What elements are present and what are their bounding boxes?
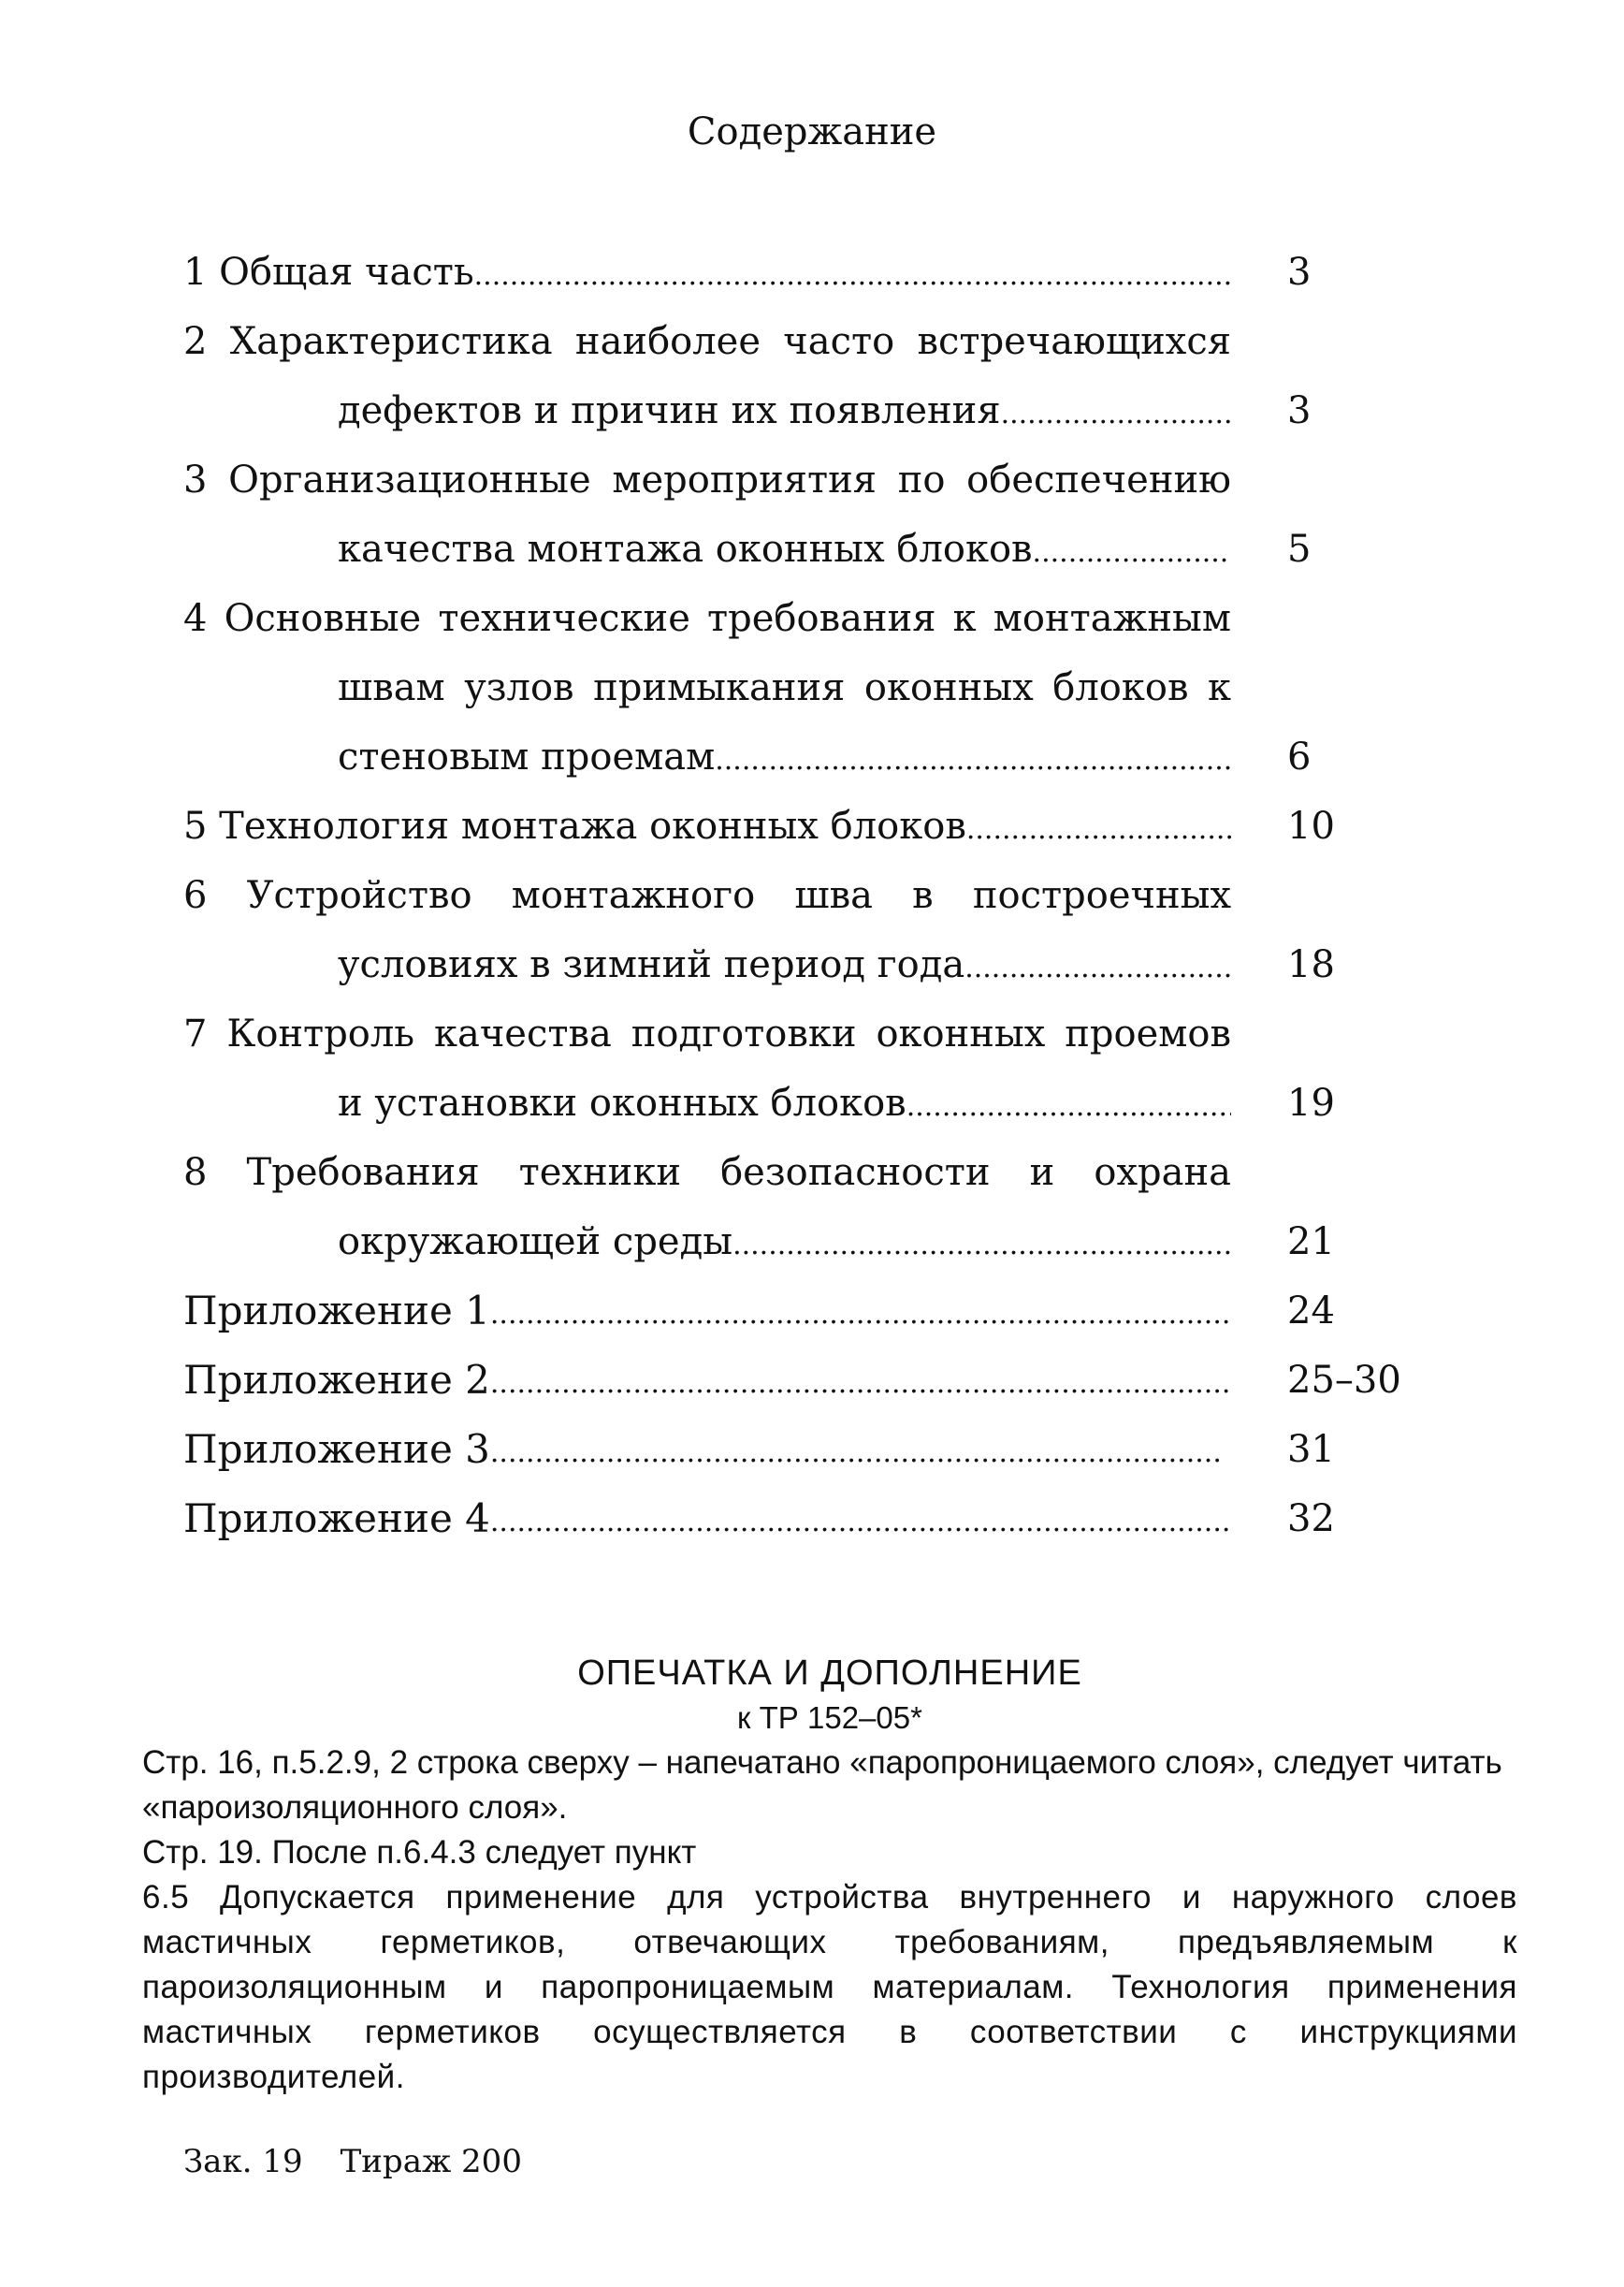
- toc-entry-text: качества монтажа оконных блоков: [338, 528, 1033, 571]
- toc-entry-text: швам узлов примыкания оконных блоков к: [338, 666, 1231, 709]
- toc-entry[interactable]: [183, 445, 1428, 584]
- toc-leader-dots: [715, 722, 1231, 795]
- toc-page-number: 10: [1287, 805, 1335, 848]
- toc-page-number: 24: [1287, 1289, 1335, 1333]
- toc-leader-dots: [474, 238, 1231, 311]
- toc-page-number: 3: [1287, 251, 1312, 294]
- toc-entry-appendix-4[interactable]: [183, 1484, 1428, 1553]
- toc-entry-text: 5 Технология монтажа оконных блоков: [183, 805, 966, 848]
- errata-paragraph: Стр. 19. После п.6.4.3 следует пункт: [142, 1834, 697, 1871]
- errata-paragraph: Стр. 16, п.5.2.9, 2 строка сверху – напечатано «паропроницаемого слоя», следует читать «пароизоляционного слоя».: [142, 1744, 1502, 1826]
- toc-entry-text: дефектов и причин их появления: [338, 389, 1001, 432]
- toc-entry[interactable]: [183, 1138, 1428, 1276]
- print-run: Тираж 200: [340, 2143, 522, 2180]
- toc-entry[interactable]: [183, 861, 1428, 999]
- toc-page-number: 18: [1287, 943, 1335, 986]
- order-number: Зак. 19: [183, 2143, 303, 2180]
- errata-section: [142, 1651, 1517, 2100]
- toc-entry-text: окружающей среды: [338, 1220, 733, 1263]
- toc-entry-text: стеновым проемам: [338, 736, 716, 779]
- toc-page-number: 21: [1287, 1220, 1335, 1263]
- toc-page-number: 19: [1287, 1082, 1335, 1125]
- toc-leader-dots: [1033, 515, 1231, 588]
- toc-entry-text: Приложение 1: [183, 1288, 490, 1333]
- table-of-contents: [183, 238, 1428, 1553]
- toc-entry-text: Приложение 2: [183, 1357, 490, 1403]
- toc-leader-dots: [490, 1276, 1231, 1349]
- toc-entry-text: 7 Контроль качества подготовки оконных проемов: [183, 1012, 1231, 1056]
- errata-paragraph: 6.5 Допускается применение для устройства внутреннего и наружного слоев мастичных герметиков, отвечающих требованиям, предъявляемым к пароизоляционным и паропроницаемым материалам. Технология применения мастичных герметиков осуществляется в соответствии с инструкциями производителей.: [142, 1879, 1517, 2095]
- toc-page-number: 5: [1287, 528, 1312, 571]
- page-title: Содержание: [687, 110, 937, 153]
- toc-leader-dots: [732, 1207, 1231, 1280]
- toc-leader-dots: [490, 1346, 1231, 1419]
- imprint-footer: [183, 2143, 559, 2180]
- errata-title: ОПЕЧАТКА И ДОПОЛНЕНИЕ: [577, 1653, 1082, 1693]
- errata-subtitle: к ТР 152–05*: [737, 1700, 922, 1735]
- toc-entry-appendix-1[interactable]: [183, 1276, 1428, 1346]
- toc-entry-text: и установки оконных блоков: [338, 1082, 906, 1125]
- toc-entry-text: 2 Характеристика наиболее часто встречающихся: [183, 320, 1231, 363]
- toc-entry-text: условиях в зимний период года: [338, 943, 965, 986]
- toc-page-number: 32: [1287, 1497, 1335, 1540]
- toc-entry-text: Приложение 3: [183, 1426, 490, 1472]
- toc-leader-dots: [490, 1484, 1231, 1557]
- toc-entry[interactable]: [183, 238, 1428, 307]
- toc-entry-appendix-2[interactable]: [183, 1346, 1428, 1415]
- toc-entry[interactable]: [183, 584, 1428, 792]
- toc-page-number: 25–30: [1287, 1359, 1401, 1402]
- toc-page-number: 6: [1287, 736, 1312, 779]
- toc-entry-text: 8 Требования техники безопасности и охрана: [183, 1151, 1231, 1194]
- toc-entry[interactable]: [183, 999, 1428, 1138]
- toc-leader-dots: [964, 930, 1231, 1003]
- toc-leader-dots: [966, 792, 1231, 865]
- toc-page-number: 3: [1287, 389, 1312, 432]
- toc-entry-text: 6 Устройство монтажного шва в построечных: [183, 874, 1231, 917]
- toc-leader-dots: [490, 1415, 1222, 1488]
- toc-leader-dots: [906, 1069, 1231, 1142]
- toc-entry-text: Приложение 4: [183, 1495, 490, 1541]
- toc-leader-dots: [1001, 376, 1231, 449]
- toc-page-number: 31: [1287, 1428, 1335, 1471]
- toc-entry[interactable]: [183, 307, 1428, 445]
- toc-entry-text: 3 Организационные мероприятия по обеспечению: [183, 459, 1231, 502]
- toc-entry-appendix-3[interactable]: [183, 1415, 1428, 1484]
- toc-entry-text: 1 Общая часть: [183, 251, 474, 294]
- toc-entry[interactable]: [183, 792, 1428, 861]
- toc-entry-text: 4 Основные технические требования к монтажным: [183, 597, 1231, 640]
